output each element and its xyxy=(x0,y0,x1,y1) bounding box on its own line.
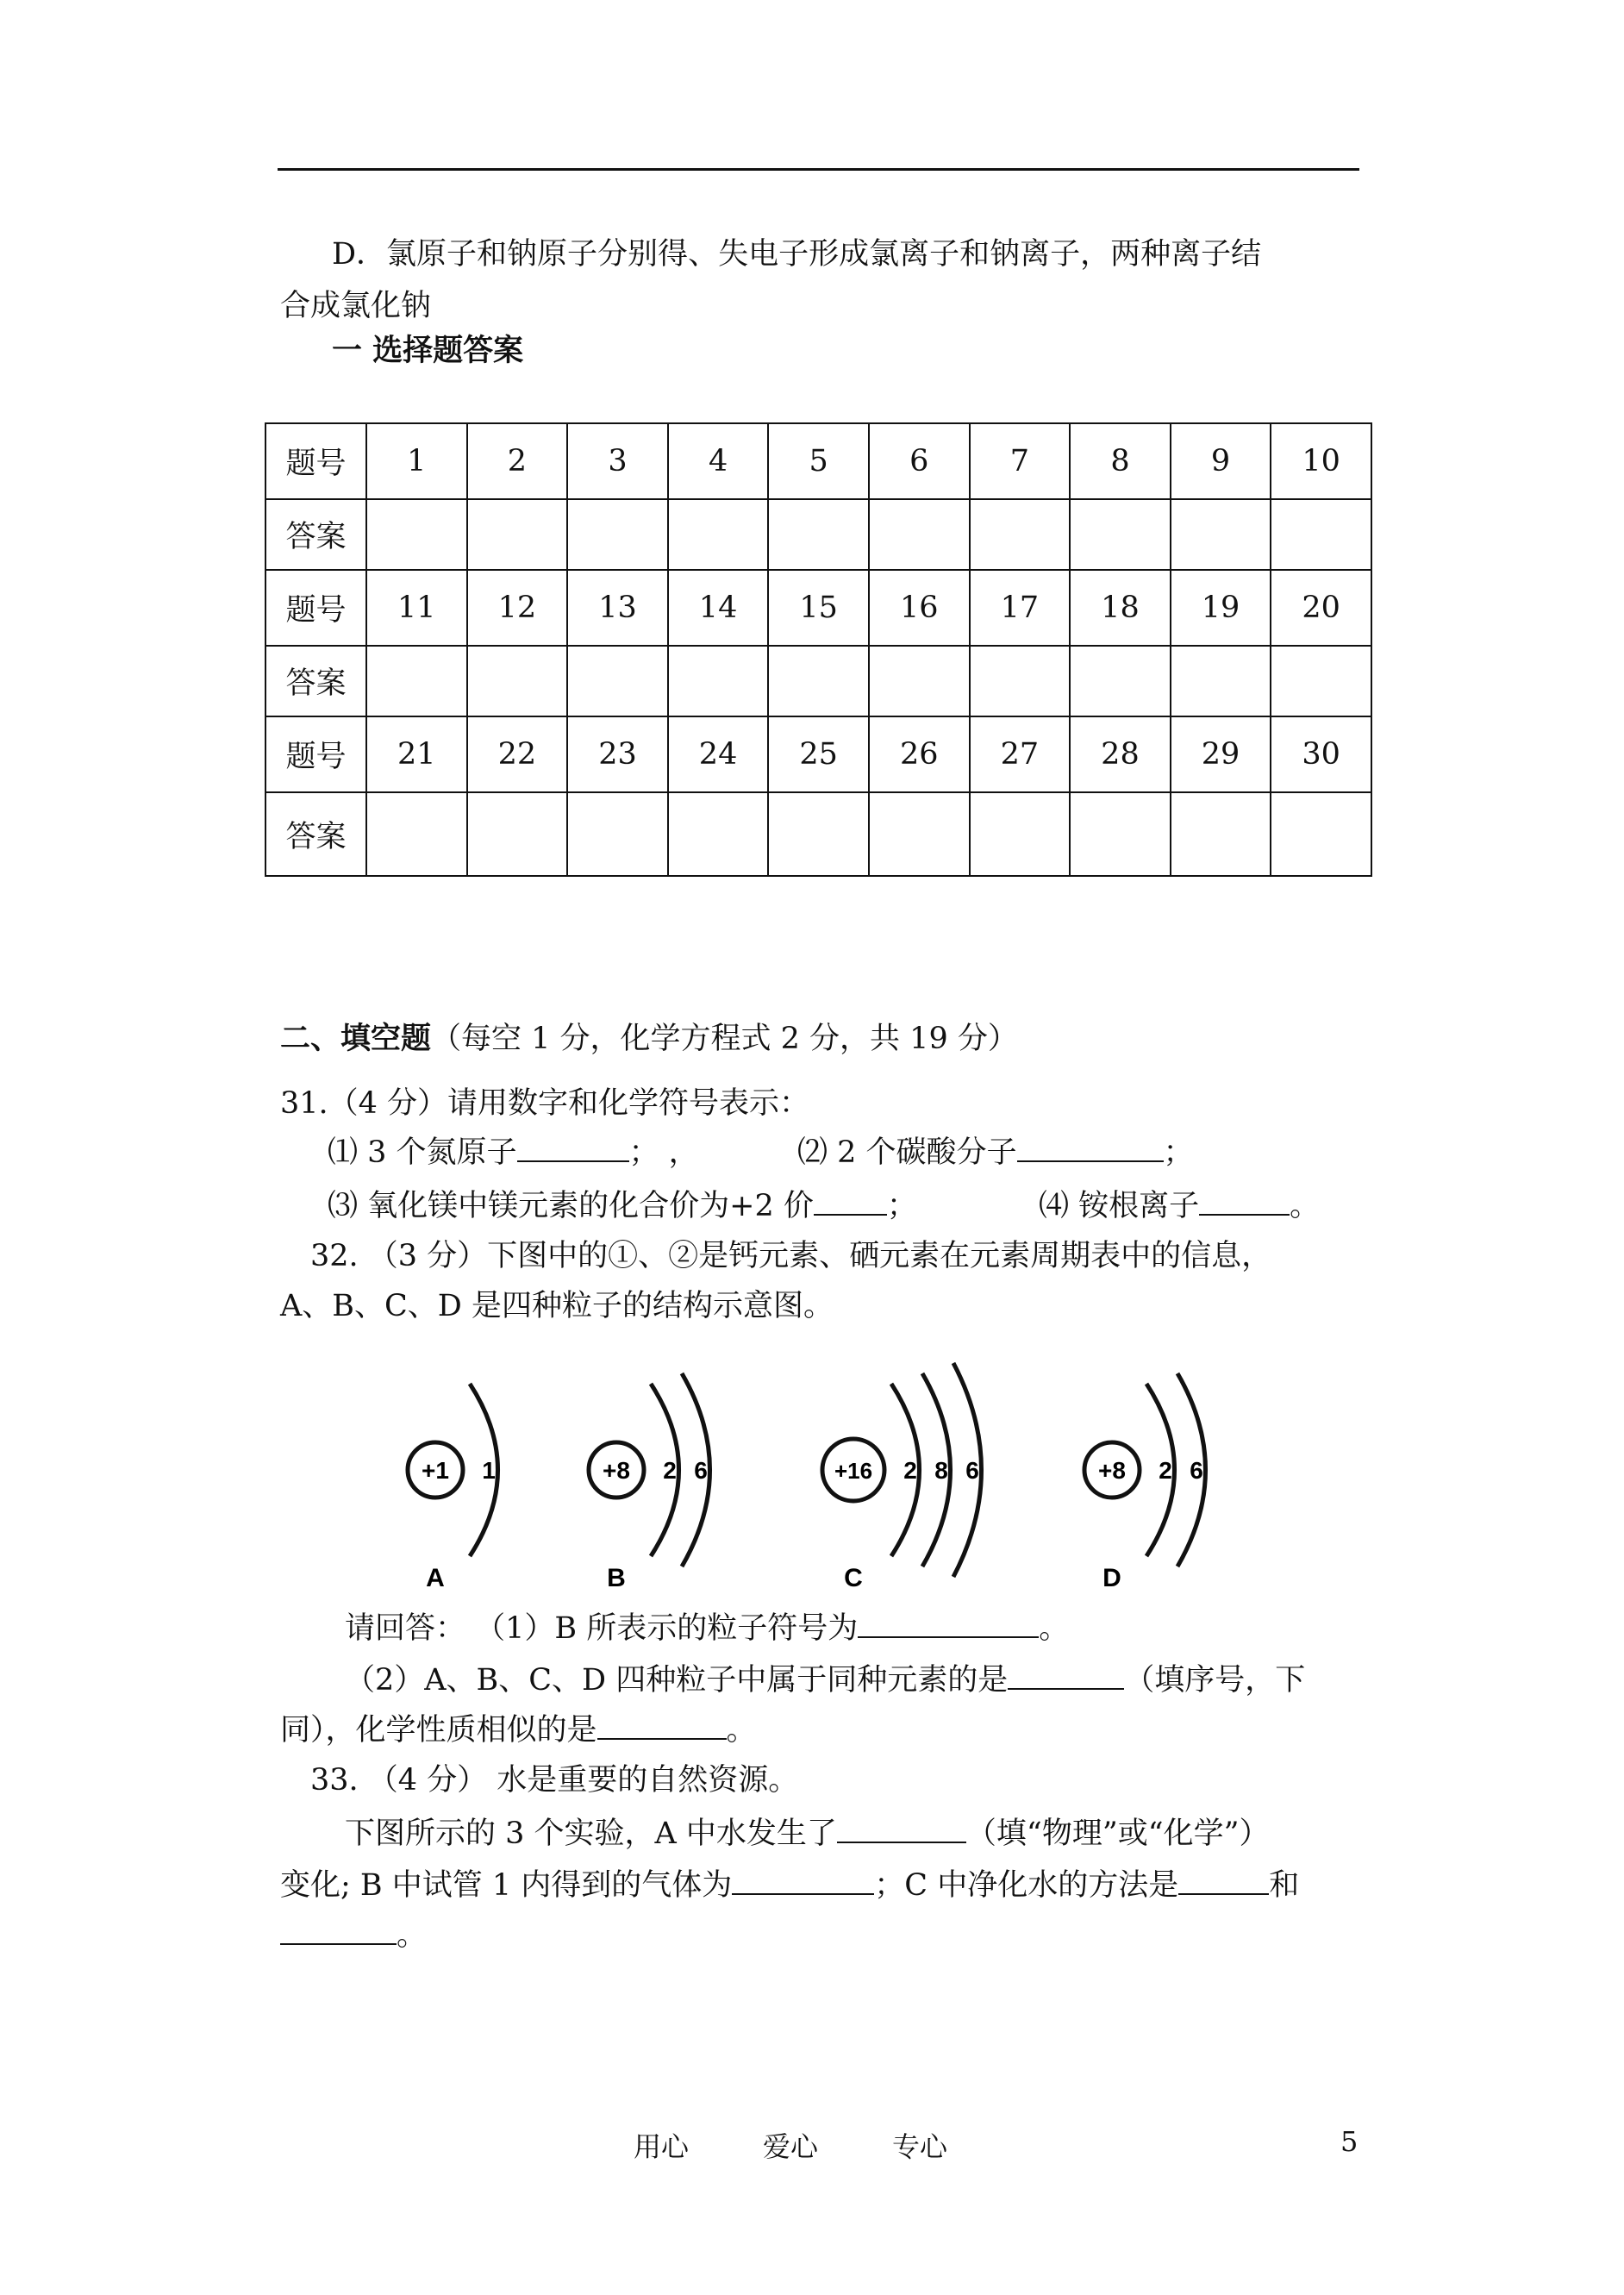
answer-cell[interactable] xyxy=(970,646,1071,716)
footer-item-1: 用心 xyxy=(634,2130,690,2163)
q31-part1: ⑴ 3 个氮原子 xyxy=(328,1135,517,1170)
table-row-answer xyxy=(265,792,1371,876)
nucleus-charge: +8 xyxy=(603,1457,630,1484)
answer-cell[interactable] xyxy=(768,499,869,570)
question-number-cell: 18 xyxy=(1070,570,1171,646)
answer-cell[interactable] xyxy=(768,646,869,716)
answer-cell[interactable] xyxy=(668,499,769,570)
question-number-cell: 21 xyxy=(366,716,467,792)
table-row-answer xyxy=(265,499,1371,570)
q33-l1-text: 下图所示的 3 个实验，A 中水发生了 xyxy=(345,1817,837,1851)
answer-cell[interactable] xyxy=(869,646,970,716)
electron-count: 1 xyxy=(482,1457,496,1484)
q32-blank3[interactable] xyxy=(597,1707,727,1740)
answer-cell[interactable] xyxy=(366,499,467,570)
q33-line2 xyxy=(280,1862,1299,1907)
question-number-cell: 23 xyxy=(567,716,668,792)
q31-stem: 31.（4 分）请用数字和化学符号表示： xyxy=(280,1086,810,1121)
answer-cell[interactable] xyxy=(467,499,568,570)
q31-part2: ⑵ 2 个碳酸分子 xyxy=(797,1135,1017,1170)
q33-l2-text: 变化; B 中试管 1 内得到的气体为 xyxy=(280,1868,733,1903)
footer-item-2: 爱心 xyxy=(763,2130,819,2163)
q33-blank2[interactable] xyxy=(732,1862,874,1895)
q31-line2 xyxy=(328,1183,917,1228)
answer-cell[interactable] xyxy=(1070,499,1171,570)
answer-cell[interactable] xyxy=(668,646,769,716)
answer-cell[interactable] xyxy=(1070,792,1171,876)
nucleus-charge: +8 xyxy=(1098,1457,1126,1484)
footer-item-3: 专心 xyxy=(892,2130,948,2163)
q31-part4: ⑷ 铵根离子 xyxy=(1039,1189,1200,1223)
q33-l2-mid: ；C 中净化水的方法是 xyxy=(874,1868,1179,1903)
row-label-answer: 答案 xyxy=(265,646,366,716)
answer-cell[interactable] xyxy=(1271,646,1371,716)
answer-cell[interactable] xyxy=(567,646,668,716)
q31-line1b xyxy=(797,1129,1194,1174)
electron-count: 6 xyxy=(965,1457,979,1484)
electron-count: 2 xyxy=(903,1457,917,1484)
question-number-cell: 29 xyxy=(1171,716,1271,792)
answer-cell[interactable] xyxy=(1070,646,1171,716)
q33-blank4[interactable] xyxy=(280,1912,397,1945)
answer-cell[interactable] xyxy=(567,499,668,570)
answer-cell[interactable] xyxy=(1171,792,1271,876)
question-number-cell: 19 xyxy=(1171,570,1271,646)
question-number-cell: 27 xyxy=(970,716,1071,792)
question-number-cell: 12 xyxy=(467,570,568,646)
q32-a2-mid: （填序号，下 xyxy=(1124,1663,1306,1698)
electron-count: 6 xyxy=(1190,1457,1203,1484)
answer-cell[interactable] xyxy=(668,792,769,876)
q32-a1-text: 请回答： （1）B 所表示的粒子符号为 xyxy=(345,1611,859,1646)
table-row-question xyxy=(265,716,1371,792)
q32-a2-line2-end: 。 xyxy=(726,1713,757,1748)
header-rule xyxy=(278,168,1359,171)
nucleus-charge: +1 xyxy=(422,1457,449,1484)
q33-l3-end: 。 xyxy=(397,1918,428,1953)
table-row-question xyxy=(265,570,1371,646)
particle-diagram-B xyxy=(589,1373,710,1592)
question-number-cell: 16 xyxy=(869,570,970,646)
particle-diagram-C xyxy=(822,1363,982,1592)
question-number-cell: 10 xyxy=(1271,423,1371,499)
q31-part4-end: 。 xyxy=(1290,1189,1321,1223)
q32-blank1[interactable] xyxy=(858,1605,1039,1638)
question-number-cell: 13 xyxy=(567,570,668,646)
q31-blank1[interactable] xyxy=(517,1129,629,1162)
answer-cell[interactable] xyxy=(1271,792,1371,876)
table-row-question xyxy=(265,423,1371,499)
question-number-cell: 22 xyxy=(467,716,568,792)
answer-cell[interactable] xyxy=(970,792,1071,876)
q31-line2b xyxy=(1039,1183,1320,1228)
answer-cell[interactable] xyxy=(1171,646,1271,716)
row-label-answer: 答案 xyxy=(265,792,366,876)
answer-cell[interactable] xyxy=(366,792,467,876)
question-number-cell: 8 xyxy=(1070,423,1171,499)
answer-cell[interactable] xyxy=(869,792,970,876)
q31-line1 xyxy=(328,1129,699,1174)
answer-cell[interactable] xyxy=(366,646,467,716)
particle-label: C xyxy=(844,1564,863,1592)
question-number-cell: 6 xyxy=(869,423,970,499)
q32-a2-line2-text: 同），化学性质相似的是 xyxy=(280,1713,597,1748)
question-number-cell: 26 xyxy=(869,716,970,792)
answer-cell[interactable] xyxy=(869,499,970,570)
answer-cell[interactable] xyxy=(970,499,1071,570)
table-row-answer xyxy=(265,646,1371,716)
section1-title: 一 选择题答案 xyxy=(332,333,524,368)
section2-heading xyxy=(280,1017,1018,1060)
electron-count: 8 xyxy=(934,1457,948,1484)
q32-stem-line1: 32. （3 分）下图中的①、②是钙元素、硒元素在元素周期表中的信息， xyxy=(310,1239,1272,1273)
question-number-cell: 5 xyxy=(768,423,869,499)
q32-a1 xyxy=(345,1605,1069,1650)
question-number-cell: 24 xyxy=(668,716,769,792)
section2-title: 二、填空题 xyxy=(280,1021,432,1056)
q31-blank2[interactable] xyxy=(1017,1129,1164,1162)
electron-count: 6 xyxy=(694,1457,708,1484)
q32-stem-line2: A、B、C、D 是四种粒子的结构示意图。 xyxy=(280,1289,834,1323)
question-number-cell: 14 xyxy=(668,570,769,646)
q31-blank4[interactable] xyxy=(1199,1183,1290,1216)
nucleus-charge: +16 xyxy=(834,1458,873,1484)
option-d-line1: D．氯原子和钠原子分别得、失电子形成氯离子和钠离子，两种离子结 xyxy=(332,237,1262,272)
q33-line3 xyxy=(280,1912,427,1957)
row-label-question: 题号 xyxy=(265,423,366,499)
particle-label: A xyxy=(426,1564,445,1592)
row-label-answer: 答案 xyxy=(265,499,366,570)
question-number-cell: 15 xyxy=(768,570,869,646)
q31-blank3[interactable] xyxy=(814,1183,887,1216)
q31-part3: ⑶ 氧化镁中镁元素的化合价为+2 价 xyxy=(328,1189,814,1223)
question-number-cell: 4 xyxy=(668,423,769,499)
particle-structure-diagrams xyxy=(379,1362,1259,1604)
q33-l2-end: 和 xyxy=(1269,1868,1300,1903)
question-number-cell: 3 xyxy=(567,423,668,499)
q32-a2 xyxy=(345,1657,1305,1702)
q33-stem: 33. （4 分） 水是重要的自然资源。 xyxy=(310,1763,799,1798)
question-number-cell: 30 xyxy=(1271,716,1371,792)
question-number-cell: 28 xyxy=(1070,716,1171,792)
q33-line1 xyxy=(345,1810,1270,1855)
particle-diagram-A xyxy=(408,1384,498,1592)
answer-cell[interactable] xyxy=(1171,499,1271,570)
electron-count: 2 xyxy=(663,1457,677,1484)
question-number-cell: 20 xyxy=(1271,570,1371,646)
q32-blank2[interactable] xyxy=(1008,1657,1124,1690)
question-number-cell: 11 xyxy=(366,570,467,646)
section2-note: （每空 1 分，化学方程式 2 分，共 19 分） xyxy=(431,1022,1018,1056)
page-number: 5 xyxy=(1340,2125,1359,2158)
answer-table xyxy=(265,422,1372,877)
answer-cell[interactable] xyxy=(768,792,869,876)
q32-a2-text: （2）A、B、C、D 四种粒子中属于同种元素的是 xyxy=(345,1663,1009,1698)
q31-part3-end: ； xyxy=(886,1189,917,1223)
q32-a1-end: 。 xyxy=(1039,1611,1070,1646)
q31-part2-end: ； xyxy=(1163,1135,1194,1170)
answer-cell[interactable] xyxy=(1271,499,1371,570)
question-number-cell: 9 xyxy=(1171,423,1271,499)
question-number-cell: 25 xyxy=(768,716,869,792)
option-d-line2: 合成氯化钠 xyxy=(280,289,432,323)
particle-label: D xyxy=(1102,1564,1121,1592)
row-label-question: 题号 xyxy=(265,716,366,792)
answer-cell[interactable] xyxy=(567,792,668,876)
question-number-cell: 17 xyxy=(970,570,1071,646)
q33-blank3[interactable] xyxy=(1178,1862,1269,1895)
q33-l1-end: （填“物理”或“化学”） xyxy=(965,1817,1270,1851)
answer-cell[interactable] xyxy=(467,646,568,716)
q31-part1-end: ； ， xyxy=(628,1135,699,1170)
particle-label: B xyxy=(607,1564,626,1592)
q32-a2-line2 xyxy=(280,1707,757,1752)
q33-blank1[interactable] xyxy=(837,1810,966,1843)
question-number-cell: 2 xyxy=(467,423,568,499)
question-number-cell: 7 xyxy=(970,423,1071,499)
particle-diagram-D xyxy=(1084,1373,1206,1592)
question-number-cell: 1 xyxy=(366,423,467,499)
answer-cell[interactable] xyxy=(467,792,568,876)
row-label-question: 题号 xyxy=(265,570,366,646)
electron-count: 2 xyxy=(1159,1457,1172,1484)
